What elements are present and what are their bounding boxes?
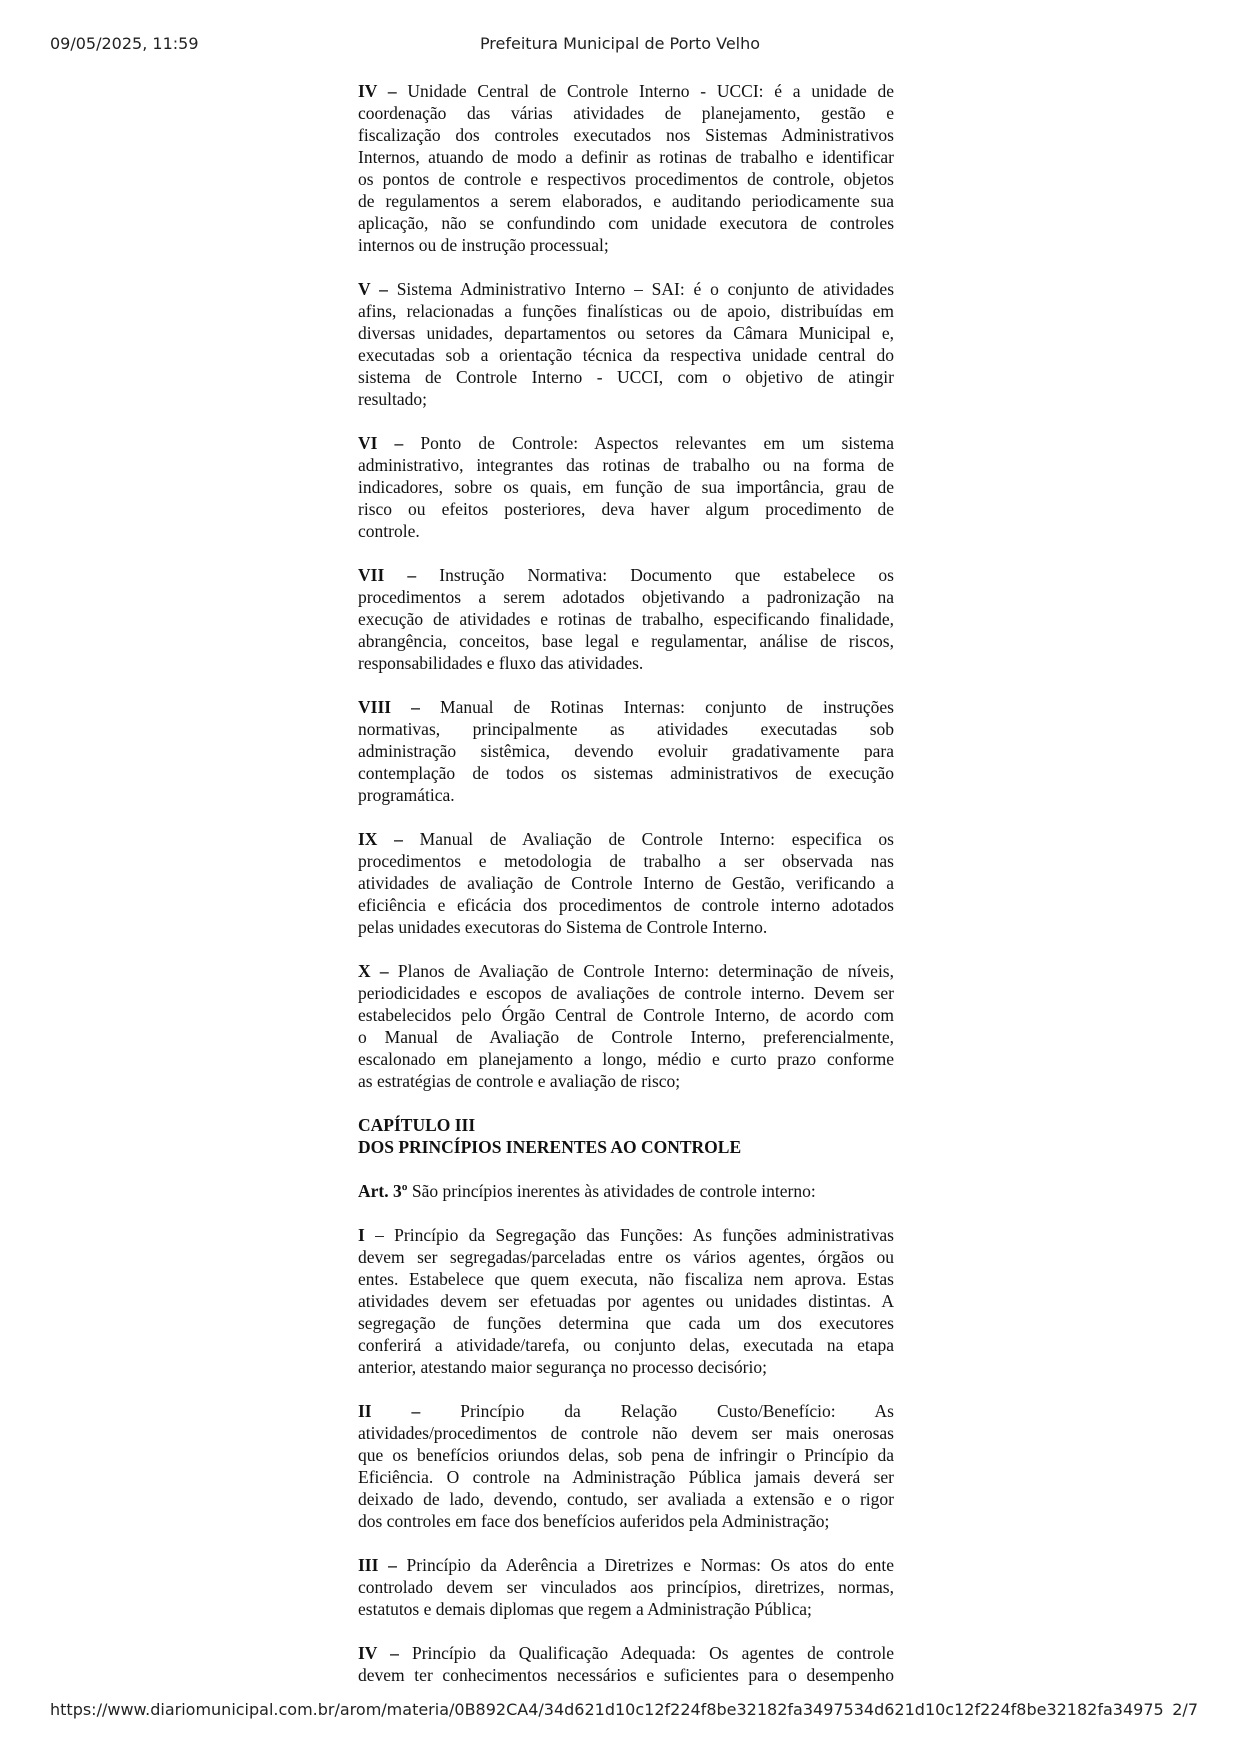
definition-text-line: resultado; <box>358 389 428 409</box>
principle-text-line: estatutos e demais diplomas que regem a Administração Pública; <box>358 1599 812 1619</box>
definition-text-line: abrangência, conceitos, base legal e regulamentar, análise de riscos, <box>358 631 894 651</box>
definition-text-line: internos ou de instrução processual; <box>358 235 609 255</box>
principle-paragraph <box>358 1554 894 1620</box>
principle-text-line: deixado de lado, devendo, contudo, ser avaliada a extensão e o rigor <box>358 1489 894 1509</box>
definition-paragraph <box>358 960 894 1092</box>
definition-numeral: VII – <box>358 565 417 585</box>
definition-text-line: risco ou efeitos posteriores, deva haver algum procedimento de <box>358 499 894 519</box>
definition-text-line: contemplação de todos os sistemas administrativos de execução <box>358 763 894 783</box>
definition-text-line: normativas, principalmente as atividades executadas sob <box>358 719 894 739</box>
definition-text-line: programática. <box>358 785 455 805</box>
definition-numeral: V – <box>358 279 388 299</box>
principle-text-line: segregação de funções determina que cada um dos executores <box>358 1313 894 1333</box>
definition-paragraph <box>358 828 894 938</box>
article-number: Art. 3º <box>358 1181 408 1201</box>
principle-text-line: Eficiência. O controle na Administração Pública jamais deverá ser <box>358 1467 894 1487</box>
definition-text-line: Ponto de Controle: Aspectos relevantes em um sistema <box>403 433 894 453</box>
definition-paragraph <box>358 432 894 542</box>
definition-text-line: Manual de Rotinas Internas: conjunto de instruções <box>419 697 894 717</box>
definition-text-line: escalonado em planejamento a longo, médio e curto prazo conforme <box>358 1049 894 1069</box>
principle-text-line: conferirá a atividade/tarefa, ou conjunto delas, executada na etapa <box>358 1335 894 1355</box>
page-url: https://www.diariomunicipal.com.br/arom/materia/0B892CA4/34d621d10c12f224f8be32182fa3497534d621d10c12f224f8be32182fa34975 <box>50 1700 1164 1719</box>
definition-numeral: IV – <box>358 81 397 101</box>
definition-text-line: indicadores, sobre os quais, em função de sua importância, grau de <box>358 477 894 497</box>
principle-text-line: que os benefícios oriundos delas, sob pena de infringir o Princípio da <box>358 1445 894 1465</box>
definition-text-line: sistema de Controle Interno - UCCI, com o objetivo de atingir <box>358 367 894 387</box>
definition-text-line: aplicação, não se confundindo com unidade executora de controles <box>358 213 894 233</box>
principle-text-line: controlado devem ser vinculados aos princípios, diretrizes, normas, <box>358 1577 894 1597</box>
principles-list <box>358 1224 894 1686</box>
definition-text-line: o Manual de Avaliação de Controle Interno, preferencialmente, <box>358 1027 894 1047</box>
principle-text-line: devem ser segregadas/parceladas entre os vários agentes, órgãos ou <box>358 1247 894 1267</box>
principle-text-line: dos controles em face dos benefícios auferidos pela Administração; <box>358 1511 830 1531</box>
definition-text-line: fiscalização dos controles executados nos Sistemas Administrativos <box>358 125 894 145</box>
definition-text-line: afins, relacionadas a funções finalísticas ou de apoio, distribuídas em <box>358 301 894 321</box>
principle-text-line: Princípio da Qualificação Adequada: Os agentes de controle <box>398 1643 894 1663</box>
definition-text-line: diversas unidades, departamentos ou setores da Câmara Municipal e, <box>358 323 894 343</box>
principle-numeral: IV – <box>358 1643 399 1663</box>
article-3 <box>358 1180 894 1202</box>
principle-text-line: – Princípio da Segregação das Funções: As funções administrativas <box>364 1225 894 1245</box>
definition-text-line: eficiência e eficácia dos procedimentos de controle interno adotados <box>358 895 894 915</box>
definition-numeral: VI – <box>358 433 404 453</box>
definition-text-line: periodicidades e escopos de avaliações de controle interno. Devem ser <box>358 983 894 1003</box>
principle-numeral: III – <box>358 1555 397 1575</box>
definition-text-line: estabelecidos pelo Órgão Central de Controle Interno, de acordo com <box>358 1005 894 1025</box>
definition-text-line: administração sistêmica, devendo evoluir gradativamente para <box>358 741 894 761</box>
chapter-heading <box>358 1114 894 1158</box>
definition-paragraph <box>358 278 894 410</box>
definition-text-line: controle. <box>358 521 420 541</box>
definition-text-line: as estratégias de controle e avaliação de risco; <box>358 1071 681 1091</box>
definition-paragraph <box>358 564 894 674</box>
page-title: Prefeitura Municipal de Porto Velho <box>479 34 761 53</box>
definition-text-line: execução de atividades e rotinas de trabalho, especificando finalidade, <box>358 609 894 629</box>
definition-text-line: Internos, atuando de modo a definir as rotinas de trabalho e identificar <box>358 147 894 167</box>
definition-text-line: atividades de avaliação de Controle Interno de Gestão, verificando a <box>358 873 894 893</box>
definition-numeral: VIII – <box>358 697 420 717</box>
definition-text-line: responsabilidades e fluxo das atividades. <box>358 653 644 673</box>
principle-numeral: I <box>358 1225 365 1245</box>
definition-text-line: Planos de Avaliação de Controle Interno: determinação de níveis, <box>388 961 894 981</box>
definition-text-line: Unidade Central de Controle Interno - UCCI: é a unidade de <box>396 81 894 101</box>
principle-paragraph <box>358 1400 894 1532</box>
principle-text-line: devem ter conhecimentos necessários e suficientes para o desempenho <box>358 1665 894 1685</box>
page-number: 2/7 <box>1172 1700 1198 1719</box>
definition-numeral: X – <box>358 961 389 981</box>
definition-text-line: os pontos de controle e respectivos procedimentos de controle, objetos <box>358 169 894 189</box>
article-text: São princípios inerentes às atividades de controle interno: <box>407 1181 816 1201</box>
principle-text-line: atividades devem ser efetuadas por agentes ou unidades distintas. A <box>358 1291 894 1311</box>
principle-text-line: Princípio da Relação Custo/Benefício: As <box>420 1401 894 1421</box>
definition-text-line: Sistema Administrativo Interno – SAI: é o conjunto de atividades <box>387 279 894 299</box>
principle-text-line: Princípio da Aderência a Diretrizes e Normas: Os atos do ente <box>396 1555 894 1575</box>
principle-text-line: entes. Estabelece que quem executa, não fiscaliza nem aprova. Estas <box>358 1269 894 1289</box>
definition-text-line: Instrução Normativa: Documento que estabelece os <box>416 565 894 585</box>
definition-text-line: executadas sob a orientação técnica da respectiva unidade central do <box>358 345 894 365</box>
principle-paragraph <box>358 1642 894 1686</box>
principle-paragraph <box>358 1224 894 1378</box>
definition-text-line: Manual de Avaliação de Controle Interno: especifica os <box>402 829 894 849</box>
chapter-title: DOS PRINCÍPIOS INERENTES AO CONTROLE <box>358 1137 742 1157</box>
print-datetime: 09/05/2025, 11:59 <box>50 34 199 53</box>
principle-numeral: II – <box>358 1401 421 1421</box>
chapter-number: CAPÍTULO III <box>358 1115 476 1135</box>
definition-text-line: procedimentos e metodologia de trabalho a ser observada nas <box>358 851 894 871</box>
definitions-list <box>358 80 894 1092</box>
definition-numeral: IX – <box>358 829 403 849</box>
definition-text-line: pelas unidades executoras do Sistema de Controle Interno. <box>358 917 768 937</box>
definition-paragraph <box>358 696 894 806</box>
document-body <box>358 80 894 1686</box>
principle-text-line: anterior, atestando maior segurança no processo decisório; <box>358 1357 767 1377</box>
definition-paragraph <box>358 80 894 256</box>
definition-text-line: procedimentos a serem adotados objetivando a padronização na <box>358 587 894 607</box>
principle-text-line: atividades/procedimentos de controle não devem ser mais onerosas <box>358 1423 894 1443</box>
definition-text-line: administrativo, integrantes das rotinas de trabalho ou na forma de <box>358 455 894 475</box>
definition-text-line: coordenação das várias atividades de planejamento, gestão e <box>358 103 894 123</box>
definition-text-line: de regulamentos a serem elaborados, e auditando periodicamente sua <box>358 191 894 211</box>
